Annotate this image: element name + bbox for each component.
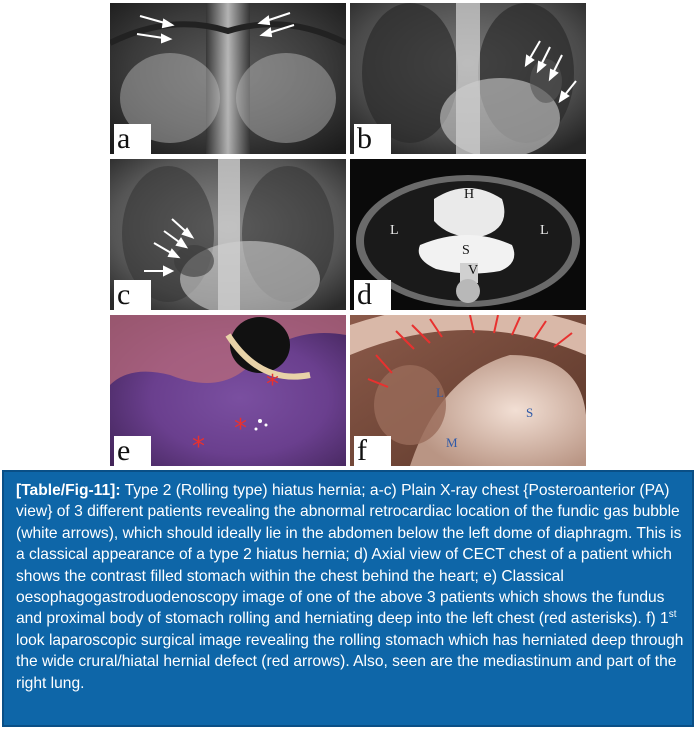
panel-c-xray (110, 159, 346, 310)
panel-letter-c: c (114, 280, 151, 310)
svg-text:*: * (192, 432, 205, 462)
svg-text:*: * (266, 370, 279, 400)
ct-label-heart: H (464, 187, 475, 202)
figure-caption-box (2, 470, 694, 727)
caption-text-part2: look laparoscopic surgical image revealing the rolling stomach which has herniated deep through the wide crural/hiatal hernial defect (red arrows). Also, seen are the mediastinum and part of the right lung. (16, 631, 684, 692)
lap-label-lung: L (436, 385, 444, 400)
ct-label-lung-right: L (540, 223, 549, 238)
panel-letter-d: d (354, 280, 391, 310)
svg-text:*: * (234, 414, 247, 444)
ct-label-vertebra: V (468, 263, 479, 278)
panel-e-endoscopy (110, 315, 346, 466)
ct-label-stomach: S (462, 243, 470, 258)
caption-label: [Table/Fig-11]: (16, 482, 121, 499)
panel-letter-f: f (354, 436, 391, 466)
figure-caption (16, 480, 688, 694)
panel-letter-e: e (114, 436, 151, 466)
panel-b-xray (350, 3, 586, 154)
ct-label-lung-left: L (390, 223, 399, 238)
panel-f-laparoscopy (350, 315, 586, 466)
caption-superscript: st (668, 609, 677, 621)
panel-letter-b: b (354, 124, 391, 154)
panel-a-xray (110, 3, 346, 154)
panel-letter-a: a (114, 124, 151, 154)
caption-text-part1: Type 2 (Rolling type) hiatus hernia; a-c) Plain X-ray chest {Posteroanterior (PA) view} of 3 different patients revealing the abnormal retrocardiac location of the fundic gas bubble (white arrows), which should ideally lie in the abdomen below the left dome of diaphragm. This is a classical appearance of a type 2 hiatus hernia; d) Axial view of CECT chest of a patient which shows the contrast filled stomach within the chest behind the heart; e) Classical oesophagogastroduodenoscopy image of one of the above 3 patients which shows the fundus and proximal body of stomach rolling and herniating deep into the left chest (red asterisks). f) 1 (16, 482, 682, 628)
panel-d-ct (350, 159, 586, 310)
figure-panel-grid (110, 3, 690, 469)
lap-label-mediastinum: M (446, 435, 458, 450)
lap-label-stomach: S (526, 405, 534, 420)
